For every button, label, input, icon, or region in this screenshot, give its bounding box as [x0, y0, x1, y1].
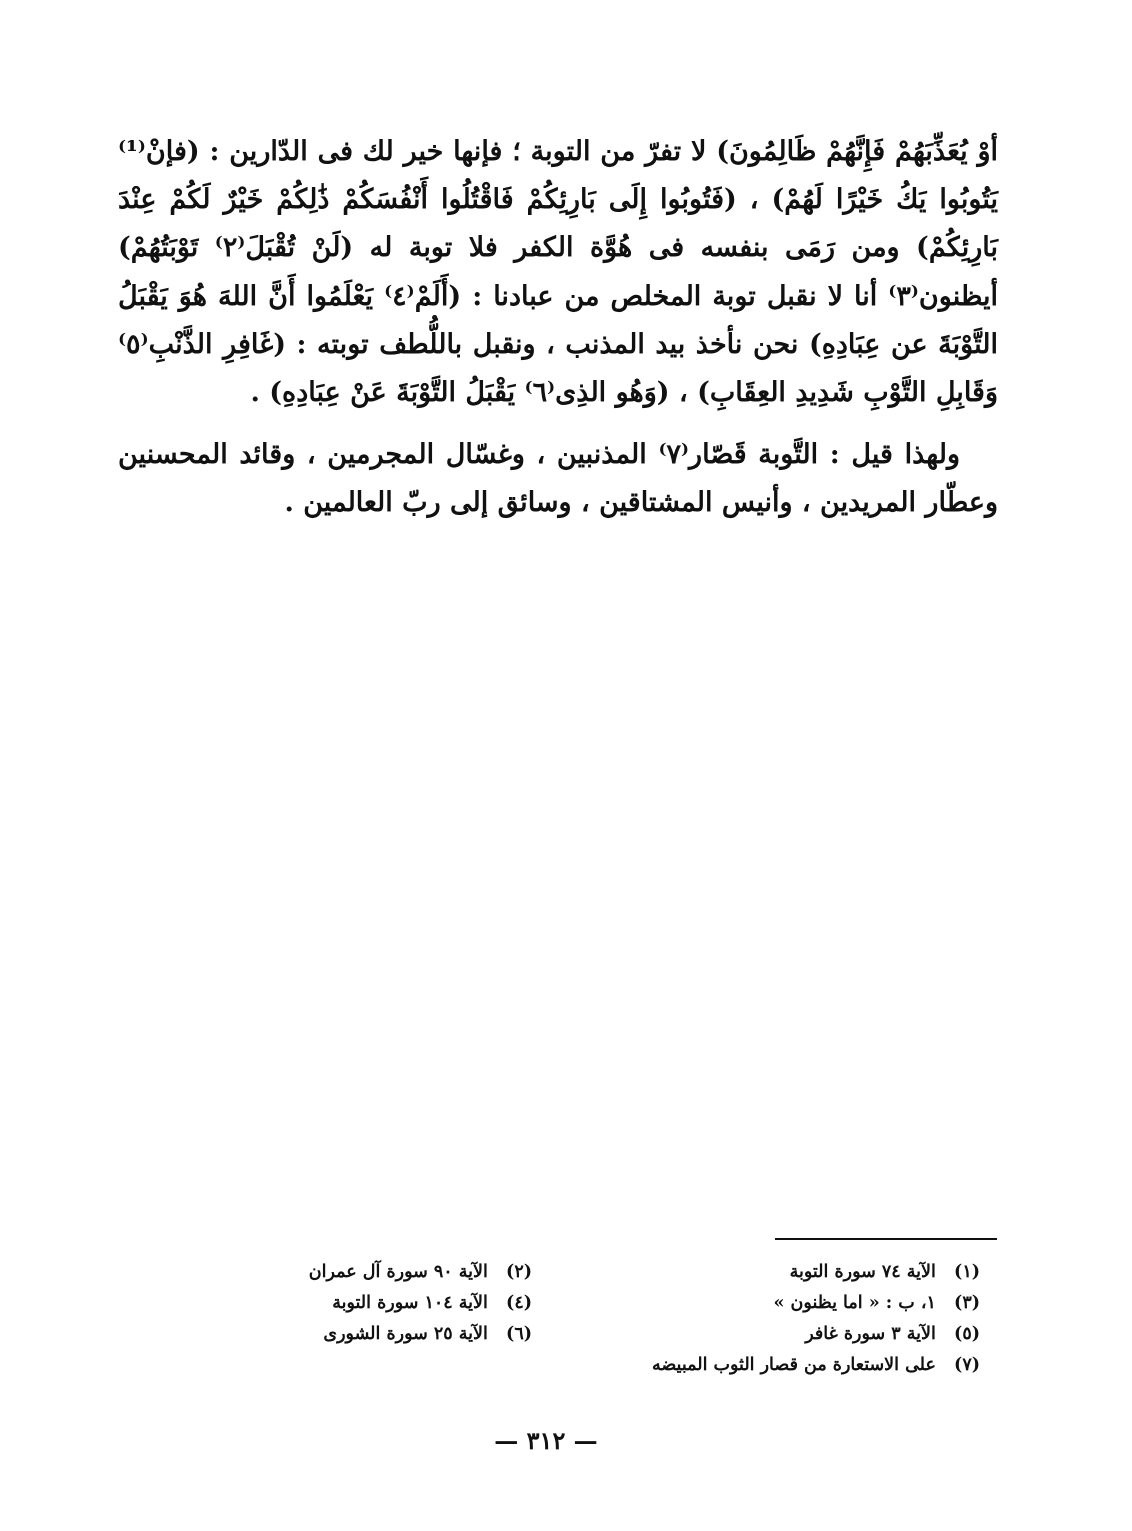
footnote-text: الآية ٢٥ سورة الشورى	[323, 1324, 488, 1344]
paragraph-2: ولهذا قيل : التَّوبة قَصّار⁽٧⁾ المذنبين ، وغسّال المجرمين ، وقائد المحسنين وعطّار المريدين ، وأنيس المشتاقين ، وسائق إلى ربّ العالمين .	[118, 439, 998, 519]
footnote-number: (٧)	[954, 1355, 980, 1375]
footnote-text: على الاستعارة من قصار الثوب المبيضه	[652, 1355, 936, 1375]
footnote-number: (٥)	[954, 1324, 980, 1344]
footnote-4	[332, 1288, 532, 1318]
paragraph-1: أوْ يُعَذِّبَهُمْ فَإِنَّهُمْ ظَالِمُونَ) لا تفرّ من التوبة ؛ فإنها خير لك فى الدّارين : (فإنْ⁽¹⁾ يَتُوبُوا يَكُ خَيْرًا لَهُمْ) ، (فَتُوبُوا إِلَى بَارِئِكُمْ فَاقْتُلُوا أَنْفُسَكُمْ ذَٰلِكُمْ خَيْرٌ لَكُمْ عِنْدَ بَارِئِكُمْ) ومن رَمَى بنفسه فى هُوَّة الكفر فلا توبة له (لَنْ تُقْبَلَ⁽٢⁾ تَوْبَتُهُمْ) أيظنون⁽٣⁾ أنا لا نقبل توبة المخلص من عبادنا : (أَلَمْ⁽٤⁾ يَعْلَمُوا أَنَّ اللهَ هُوَ يَقْبَلُ التَّوْبَةَ عن عِبَادِهِ) نحن نأخذ بيد المذنب ، ونقبل باللُّطف توبته : (غَافِرِ الذَّنْبِ⁽٥⁾ وَقَابِلِ التَّوْبِ شَدِيدِ العِقَابِ) ، (وَهُو الذِى⁽٦⁾ يَقْبَلُ التَّوْبَةَ عَنْ عِبَادِهِ) .	[118, 136, 999, 409]
footnote-3	[774, 1288, 980, 1318]
footnote-text: ١، ب : « اما يظنون »	[773, 1293, 936, 1313]
footnote-number: (٢)	[506, 1262, 532, 1282]
page-number: — ٣١٢ —	[494, 1426, 598, 1455]
footnote-number: (٤)	[506, 1293, 532, 1313]
footnote-7	[652, 1350, 980, 1380]
footnote-text: الآية ١٠٤ سورة التوبة	[332, 1293, 488, 1313]
footnote-text: الآية ٩٠ سورة آل عمران	[308, 1262, 488, 1282]
footnote-text: الآية ٣ سورة غافر	[805, 1324, 936, 1344]
footnotes	[250, 1255, 980, 1405]
footnote-number: (١)	[954, 1262, 980, 1282]
footnote-1	[790, 1257, 980, 1287]
footnote-6	[323, 1319, 532, 1349]
footnote-number: (٦)	[506, 1324, 532, 1344]
footnote-text: الآية ٧٤ سورة التوبة	[789, 1262, 936, 1282]
footnote-5	[805, 1319, 980, 1349]
footnote-number: (٣)	[954, 1293, 980, 1313]
footnote-2	[309, 1257, 532, 1287]
footnote-separator	[775, 1238, 997, 1240]
main-text	[118, 128, 998, 528]
